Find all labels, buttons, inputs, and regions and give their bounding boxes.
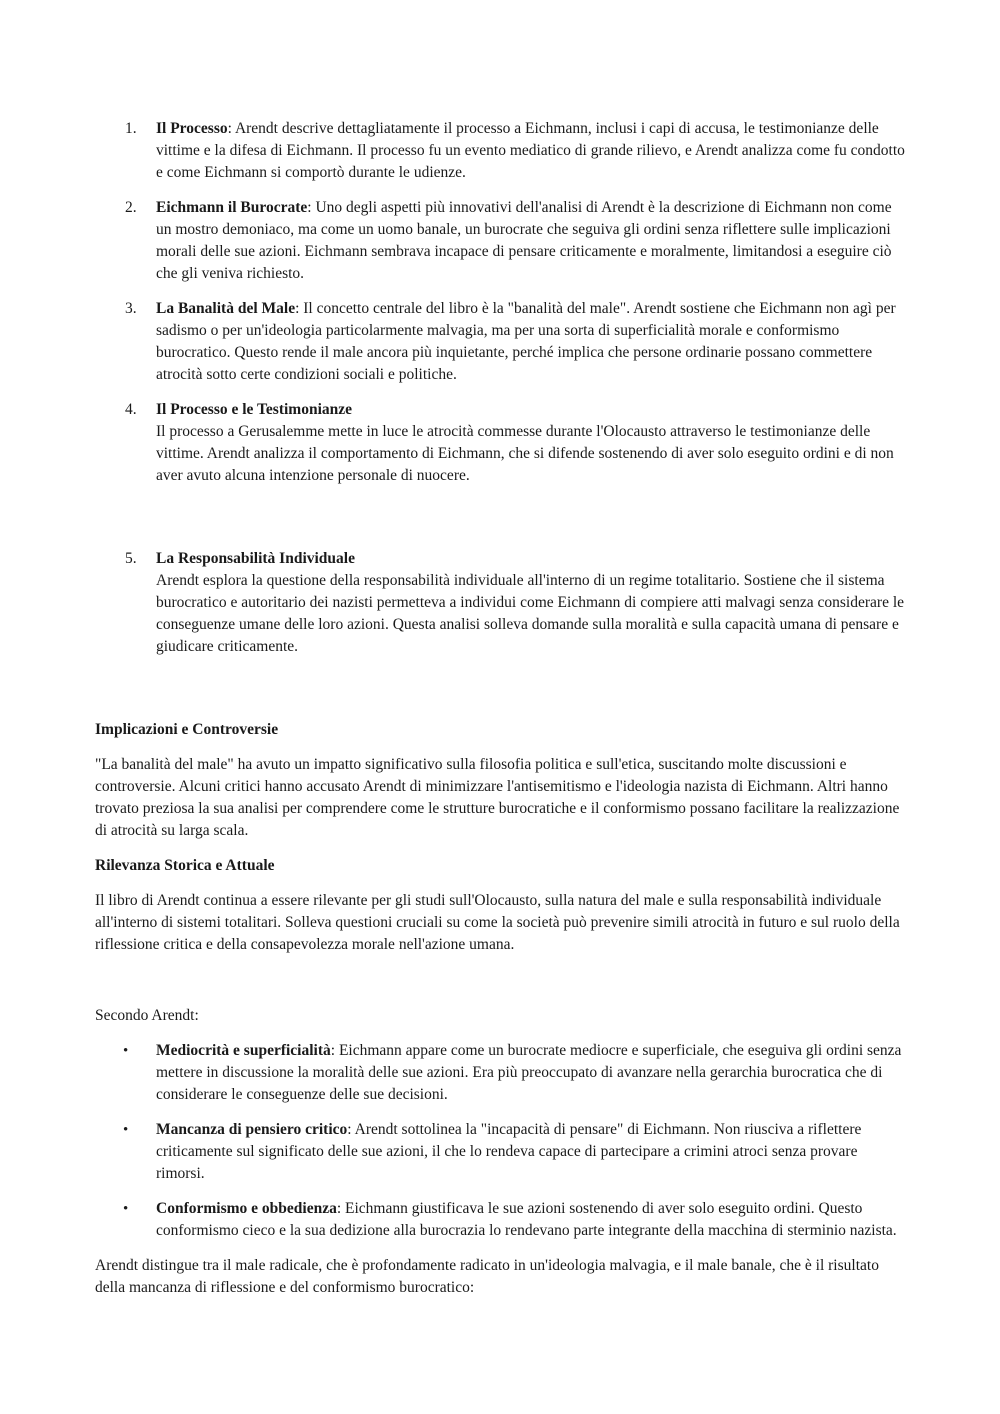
bullet-item-1 xyxy=(95,1040,907,1106)
bullet-title: Mediocrità e superficialità xyxy=(156,1042,331,1059)
numbered-item-1: 1. Il Processo: Arendt descrive dettagliatamente il processo a Eichmann, inclusi i capi di accusa, le testimonianze delle vittime e la difesa di Eichmann. Il processo fu un evento mediatico di grande rilievo, e Arendt analizza come fu condotto e come Eichmann si comportò durante le udienze. xyxy=(125,120,905,181)
bullet-item-2 xyxy=(95,1119,907,1185)
bullet-icon: • xyxy=(123,1122,129,1138)
section-paragraph-implicazioni: "La banalità del male" ha avuto un impatto significativo sulla filosofia politica e sull'etica, suscitando molte discussioni e controversie. Alcuni critici hanno accusato Arendt di minimizzare l'antisemitismo e l'ideologia nazista di Eichmann. Altri hanno trovato preziosa la sua analisi per comprendere come le strutture burocratiche e il conformismo possano facilitare la realizzazione di atrocità su larga scala. xyxy=(95,756,900,839)
bullet-text: : Eichmann giustificava le sue azioni sostenendo di aver solo eseguito ordini. Questo conformismo cieco e la sua dedizione alla burocrazia lo rendevano parte integrante della macchina di sterminio nazista. xyxy=(156,1200,897,1239)
item-title: Il Processo xyxy=(156,120,228,137)
bullet-title: Mancanza di pensiero critico xyxy=(156,1121,348,1138)
item-title: Il Processo e le Testimonianze xyxy=(156,401,353,418)
bullet-text: : Arendt sottolinea la "incapacità di pensare" di Eichmann. Non riusciva a riflettere criticamente sul significato delle sue azioni, il che lo rendeva capace di partecipare a crimini atroci senza provare rimorsi. xyxy=(156,1121,862,1182)
numbered-item-4 xyxy=(95,399,907,487)
item-text: Arendt descrive dettagliatamente il processo a Eichmann, inclusi i capi di accusa, le testimonianze delle vittime e la difesa di Eichmann. Il processo fu un evento mediatico di grande rilievo, e Arendt analizza come fu condotto e come Eichmann si comportò durante le udienze. xyxy=(156,120,905,181)
item-text: Uno degli aspetti più innovativi dell'analisi di Arendt è la descrizione di Eichmann non come un mostro demoniaco, ma come un uomo banale, un burocrate che seguiva gli ordini senza riflettere sulle implicazioni morali delle sue azioni. Eichmann sembrava incapace di pensare criticamente e moralmente, limitandosi a eseguire ciò che gli veniva richiesto. xyxy=(156,199,892,282)
section-heading-rilevanza: Rilevanza Storica e Attuale xyxy=(95,857,275,874)
item-text: Il processo a Gerusalemme mette in luce le atrocità commesse durante l'Olocausto attraverso le testimonianze delle vittime. Arendt analizza il comportamento di Eichmann, che si difende sostenendo di aver solo eseguito ordini e di non aver avuto alcuna intenzione personale di nuocere. xyxy=(156,423,894,484)
bullet-item-3 xyxy=(95,1198,907,1242)
numbered-item-2: 2. Eichmann il Burocrate: Uno degli aspetti più innovativi dell'analisi di Arendt è la descrizione di Eichmann non come un mostro demoniaco, ma come un uomo banale, un burocrate che seguiva gli ordini senza riflettere sulle implicazioni morali delle sue azioni. Eichmann sembrava incapace di pensare criticamente e moralmente, limitandosi a eseguire ciò che gli veniva richiesto. xyxy=(125,199,892,282)
item-text: Il concetto centrale del libro è la "banalità del male". Arendt sostiene che Eichmann non agì per sadismo o per un'ideologia particolarmente malvagia, ma per una sorta di superficialità morale e conformismo burocratico. Questo rende il male ancora più inquietante, perché implica che persone ordinarie possano commettere atrocità sotto certe condizioni sociali e politiche. xyxy=(156,300,896,383)
section-paragraph-rilevanza: Il libro di Arendt continua a essere rilevante per gli studi sull'Olocausto, sulla natura del male e sulla responsabilità individuale all'interno di sistemi totalitari. Solleva questioni cruciali su come la società può prevenire simili atrocità in futuro e sul ruolo della riflessione critica e della consapevolezza morale nell'azione umana. xyxy=(95,892,900,953)
bullet-text: : Eichmann appare come un burocrate mediocre e superficiale, che eseguiva gli ordini senza mettere in discussione la moralità delle sue azioni. Era più preoccupato di avanzare nella gerarchia burocratica che di considerare le conseguenze delle sue decisioni. xyxy=(156,1042,902,1103)
item-text: Arendt esplora la questione della responsabilità individuale all'interno di un regime totalitario. Sostiene che il sistema burocratico e autoritario dei nazisti permetteva a individui come Eichmann di compiere atti malvagi senza considerare le conseguenze umane delle loro azioni. Questa analisi solleva domande sulla moralità e sulla capacità umana di pensare e giudicare criticamente. xyxy=(156,572,905,655)
section-heading-implicazioni: Implicazioni e Controversie xyxy=(95,721,279,738)
item-number: 1. xyxy=(125,120,137,137)
secondo-arendt-intro: Secondo Arendt: xyxy=(95,1007,199,1024)
numbered-item-3: 3. La Banalità del Male: Il concetto centrale del libro è la "banalità del male". Arendt sostiene che Eichmann non agì per sadismo o per un'ideologia particolarmente malvagia, ma per una sorta di superficialità morale e conformismo burocratico. Questo rende il male ancora più inquietante, perché implica che persone ordinarie possano commettere atrocità sotto certe condizioni sociali e politiche. xyxy=(125,300,896,383)
item-number: 3. xyxy=(125,300,137,317)
item-number: 5. xyxy=(125,550,137,567)
bullet-icon: • xyxy=(123,1043,129,1059)
item-number: 2. xyxy=(125,199,137,216)
item-title: Eichmann il Burocrate xyxy=(156,199,308,216)
item-title: La Banalità del Male xyxy=(156,300,296,317)
item-number: 4. xyxy=(125,401,137,418)
bullet-title: Conformismo e obbedienza xyxy=(156,1200,337,1217)
document-page xyxy=(95,118,907,1312)
bullet-icon: • xyxy=(123,1201,129,1217)
numbered-item-5 xyxy=(95,548,907,658)
item-title: La Responsabilità Individuale xyxy=(156,550,355,567)
closing-paragraph: Arendt distingue tra il male radicale, che è profondamente radicato in un'ideologia malvagia, e il male banale, che è il risultato della mancanza di riflessione e del conformismo burocratico: xyxy=(95,1257,879,1296)
